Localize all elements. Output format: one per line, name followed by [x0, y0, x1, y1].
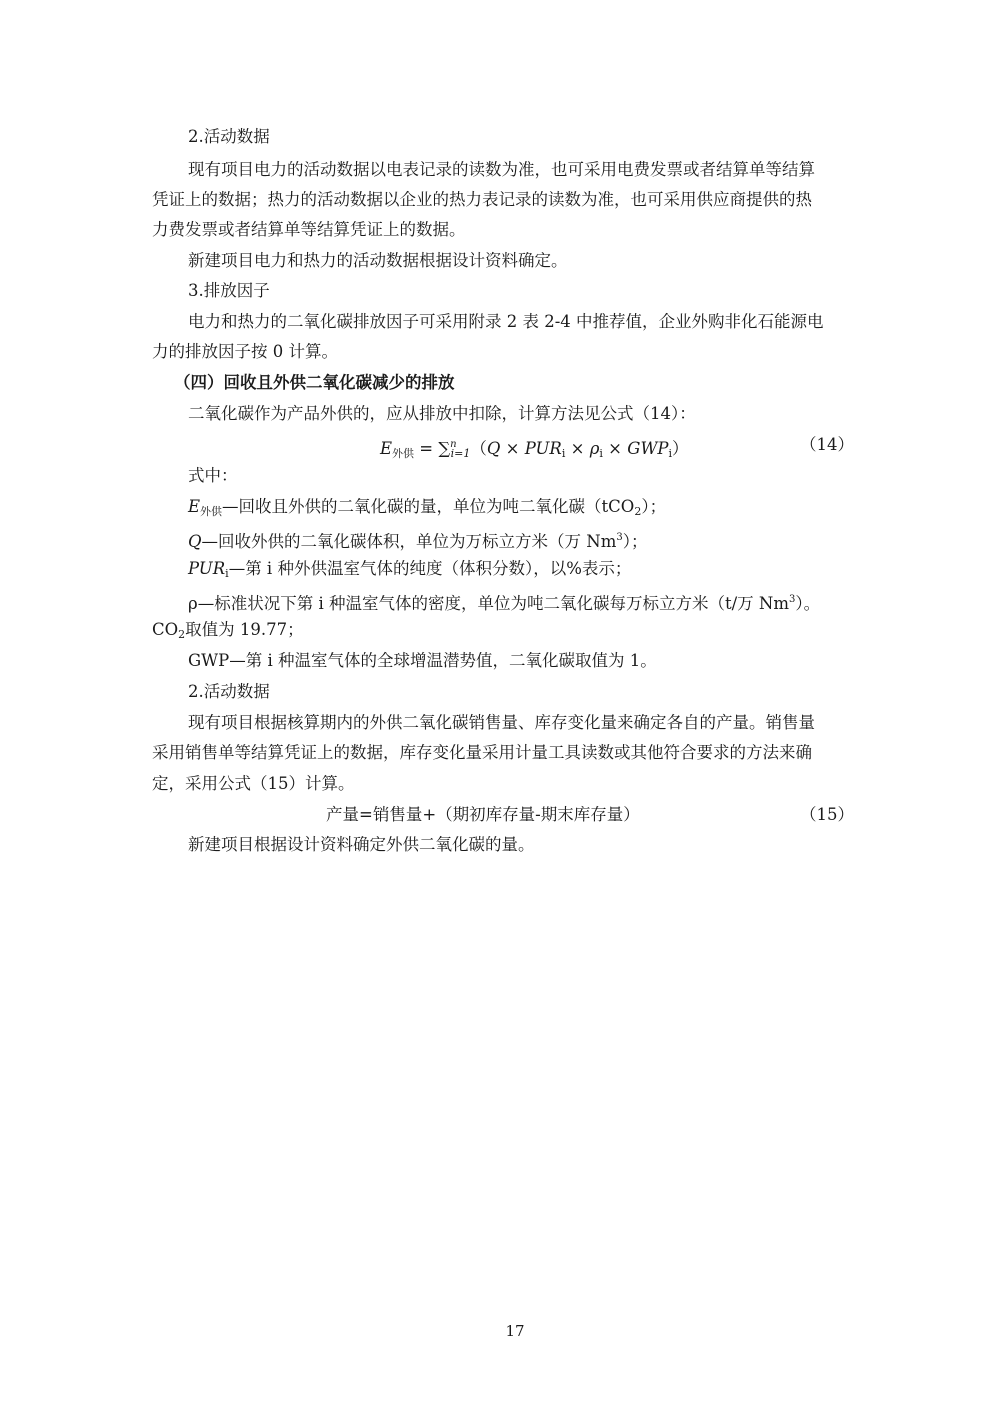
variable-definition	[188, 558, 631, 585]
definition-text: 回收且外供的二氧化碳的量，单位为吨二氧化碳（tCO	[238, 497, 635, 516]
formula-subscript: i	[668, 447, 673, 460]
variable-subscript: 外供	[200, 505, 223, 518]
chemical-symbol: CO	[152, 620, 179, 639]
paragraph-line: 二氧化碳作为产品外供的，应从排放中扣除，计算方法见公式（14）：	[188, 404, 696, 423]
definition-end: ）；	[622, 532, 648, 551]
definition-text: ρ—标准状况下第 i 种温室气体的密度，单位为吨二氧化碳每万标立方米（t/万 Nm	[188, 594, 789, 613]
formula-symbol: E	[380, 439, 393, 458]
formula-operator: = ∑	[414, 439, 451, 458]
formula-subscript: 外供	[392, 447, 415, 460]
dash: —	[222, 497, 239, 516]
paragraph-line: 力费发票或者结算单等结算凭证上的数据。	[152, 220, 466, 239]
dash: —	[201, 532, 219, 551]
variable-symbol: E	[188, 497, 201, 516]
section-heading-recovered-co2: （四）回收且外供二氧化碳减少的排放	[174, 373, 455, 392]
formula-symbol: ρ	[589, 439, 600, 458]
formula-operator: ×	[500, 439, 525, 458]
formula-subscript: i	[561, 447, 566, 460]
equation-number: （15）	[800, 805, 854, 824]
paragraph-line: 力的排放因子按 0 计算。	[152, 342, 338, 361]
section-heading-activity-data: 2.活动数据	[188, 682, 270, 701]
where-label: 式中：	[188, 466, 238, 485]
equation-number: （14）	[800, 435, 854, 454]
definition-end: ）。	[795, 594, 821, 613]
formula-14	[380, 434, 689, 465]
section-heading-activity-data: 2.活动数据	[188, 127, 270, 146]
paragraph-line: 新建项目电力和热力的活动数据根据设计资料确定。	[188, 251, 568, 270]
variable-definition	[188, 527, 648, 553]
variable-symbol: Q	[188, 532, 202, 551]
dash: —	[228, 559, 246, 578]
formula-symbol: PUR	[524, 439, 562, 458]
superscript: 3	[616, 532, 623, 543]
superscript: 3	[789, 594, 796, 605]
variable-definition: GWP—第 i 种温室气体的全球增温潜势值，二氧化碳取值为 1。	[188, 651, 657, 670]
formula-paren: （	[470, 439, 487, 458]
variable-subscript: i	[225, 567, 229, 580]
definition-end: ）；	[641, 497, 667, 516]
formula-superscript: n	[450, 439, 457, 450]
section-heading-emission-factor: 3.排放因子	[188, 281, 270, 300]
paragraph-line: 新建项目根据设计资料确定外供二氧化碳的量。	[188, 835, 535, 854]
formula-15: 产量=销售量+（期初库存量-期末库存量）	[326, 805, 640, 824]
paragraph-line: 采用销售单等结算凭证上的数据，库存变化量采用计量工具读数或其他符合要求的方法来确	[152, 743, 812, 762]
formula-subscript: i=1	[450, 447, 471, 460]
formula-operator: ×	[602, 439, 628, 458]
variable-definition	[188, 496, 666, 523]
paragraph-line: 定，采用公式（15）计算。	[152, 774, 355, 793]
formula-symbol: GWP	[627, 439, 669, 458]
definition-text: 取值为 19.77；	[185, 620, 304, 639]
paragraph-line: 现有项目根据核算期内的外供二氧化碳销售量、库存变化量来确定各自的产量。销售量	[188, 713, 815, 732]
formula-paren: ）	[672, 439, 689, 458]
paragraph-line: 凭证上的数据；热力的活动数据以企业的热力表记录的读数为准，也可采用供应商提供的热	[152, 190, 812, 209]
subscript: 2	[178, 628, 186, 641]
page-number: 17	[505, 1322, 525, 1340]
paragraph-line: 现有项目电力的活动数据以电表记录的读数为准，也可采用电费发票或者结算单等结算	[188, 160, 815, 179]
paragraph-line: 电力和热力的二氧化碳排放因子可采用附录 2 表 2-4 中推荐值，企业外购非化石能源电	[188, 312, 824, 331]
variable-definition	[188, 589, 820, 615]
variable-definition-cont	[152, 619, 304, 646]
variable-symbol: PUR	[188, 559, 226, 578]
definition-text: 第 i 种外供温室气体的纯度（体积分数），以%表示；	[245, 559, 632, 578]
formula-subscript: i	[599, 447, 603, 460]
formula-operator: ×	[565, 439, 590, 458]
subscript: 2	[634, 505, 642, 518]
definition-text: 回收外供的二氧化碳体积，单位为万标立方米（万 Nm	[218, 532, 617, 551]
formula-symbol: Q	[486, 439, 501, 458]
